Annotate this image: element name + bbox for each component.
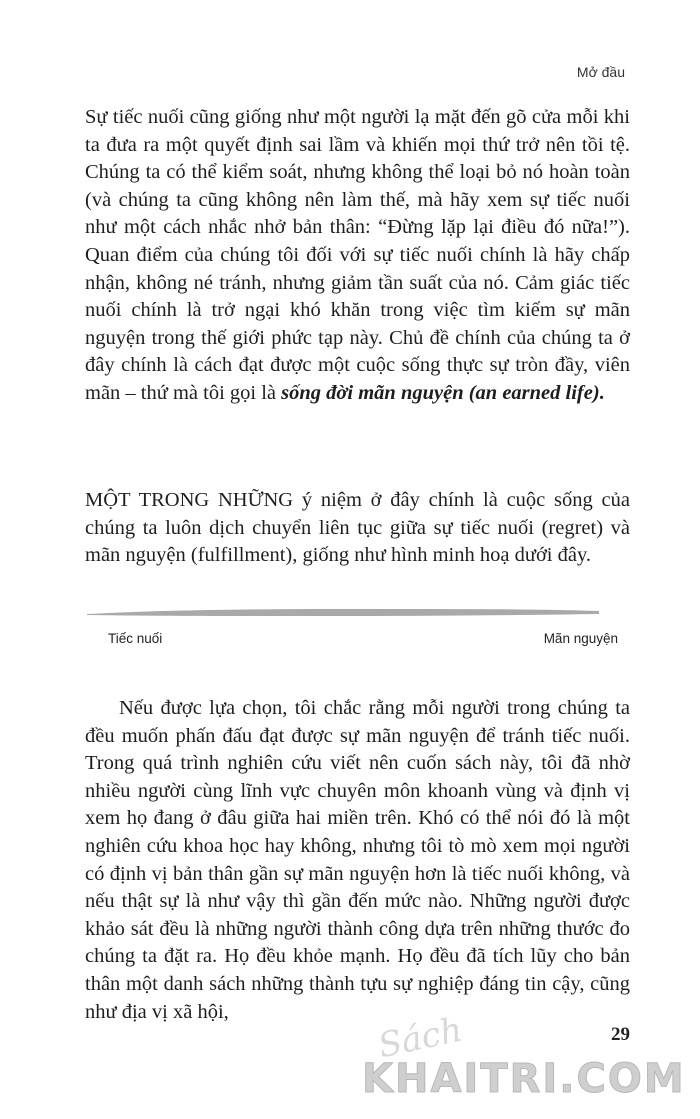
paragraph-spectrum-intro: MỘT TRONG NHỮNG ý niệm ở đây chính là cuộc sống của chúng ta luôn dịch chuyển liên tục giữa sự tiếc nuối (regret) và mãn nguyện (fulfillment), giống như hình minh hoạ dưới đây. bbox=[85, 489, 630, 567]
regret-fulfillment-spectrum bbox=[85, 602, 601, 622]
watermark-script: Sách bbox=[374, 1009, 466, 1067]
watermark-logo bbox=[300, 1009, 700, 1119]
spectrum-label-regret: Tiếc nuối bbox=[108, 631, 163, 646]
running-header: Mở đầu bbox=[576, 64, 625, 80]
spectrum-label-fulfillment: Mãn nguyện bbox=[543, 631, 618, 646]
emphasis-period: . bbox=[599, 381, 605, 404]
spectrum-bar bbox=[87, 609, 599, 616]
paragraph-survey: Nếu được lựa chọn, tôi chắc rằng mỗi người trong chúng ta đều muốn phấn đấu đạt được sự mãn nguyện để tránh tiếc nuối. Trong quá trình nghiên cứu viết nên cuốn sách này, tôi đã nhờ nhiều người cùng lĩnh vực chuyên môn khoanh vùng và định vị xem họ đang ở đâu giữa hai miền trên. Khó có thể nói đó là một nghiên cứu khoa học hay không, nhưng tôi tò mò xem mọi người có định vị bản thân gần sự mãn nguyện hơn là tiếc nuối không, và nếu thật sự là như vậy thì gần đến mức nào. Những người được khảo sát đều là những người thành công dựa trên những thước đo chúng ta đặt ra. Họ đều khỏe mạnh. Họ đều đã tích lũy cho bản thân một danh sách những thành tựu sự nghiệp đáng tin cậy, cũng như địa vị xã hội, bbox=[85, 697, 630, 1023]
paragraph-intro bbox=[85, 104, 630, 408]
page-number: 29 bbox=[611, 1024, 630, 1045]
emphasis-earned-life: sống đời mãn nguyện (an earned life) bbox=[281, 381, 600, 404]
paragraph-intro-text: Sự tiếc nuối cũng giống như một người lạ mặt đến gõ cửa mỗi khi ta đưa ra một quyết định sai lầm và khiến mọi thứ trở nên tồi tệ. Chúng ta có thể kiểm soát, nhưng không thể loại bỏ nó hoàn toàn (và chúng ta cũng không nên làm thế, mà hãy xem sự tiếc nuối như một cách nhắc nhở bản thân: “Đừng lặp lại điều đó nữa!”). Quan điểm của chúng tôi đối với sự tiếc nuối chính là hãy chấp nhận, không né tránh, nhưng giảm tần suất của nó. Cảm giác tiếc nuối chính là trở ngại khó khăn trong việc tìm kiếm sự mãn nguyện trong thế giới phức tạp này. Chủ đề chính của chúng ta ở đây chính là cách đạt được một cuộc sống thực sự tròn đầy, viên mãn – thứ mà tôi gọi là bbox=[85, 106, 630, 404]
watermark-brand: KHAITRI.COM bbox=[362, 1056, 686, 1102]
